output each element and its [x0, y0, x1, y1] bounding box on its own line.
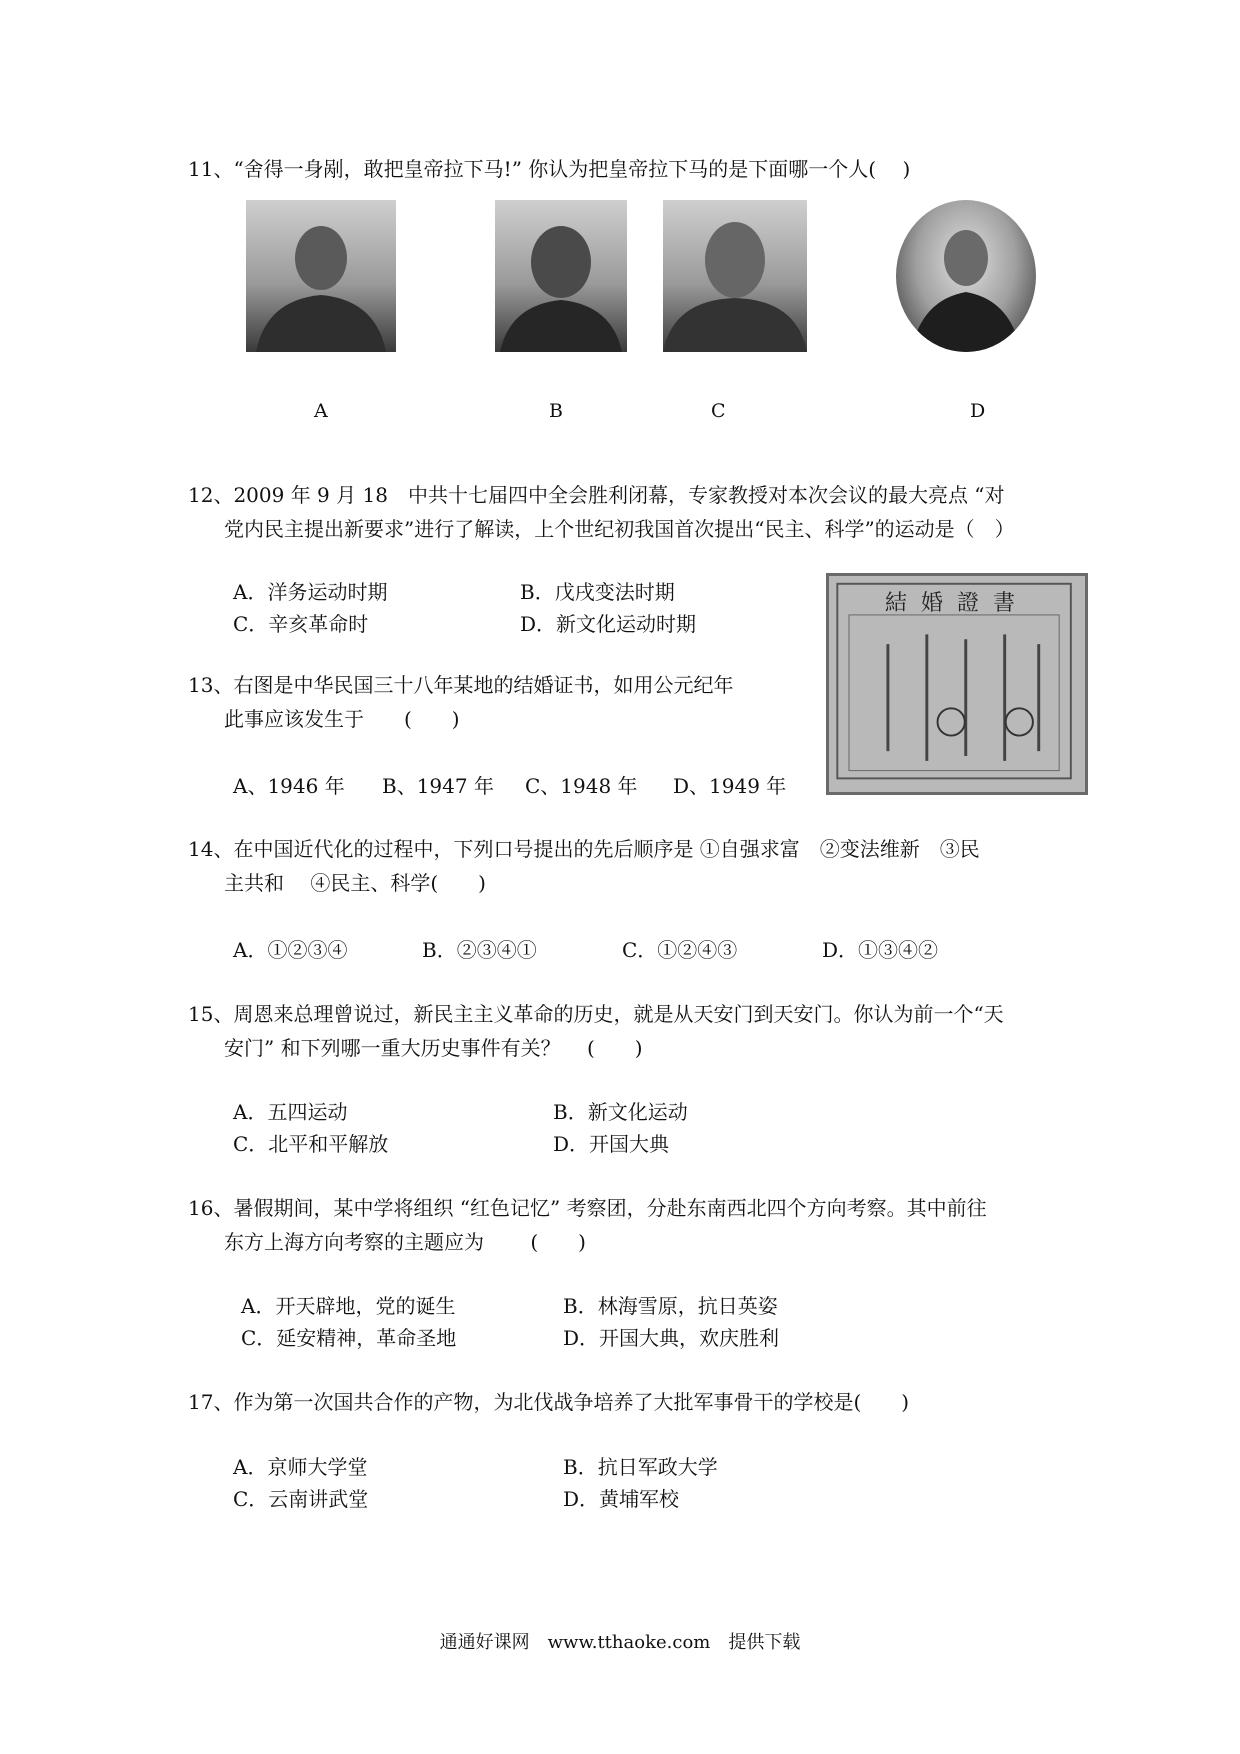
q13-option-b: B、1947 年 — [382, 774, 494, 798]
q14-option-d: D．①③④② — [822, 938, 939, 962]
q17-option-d: D．黄埔军校 — [563, 1487, 680, 1511]
q15-stem — [188, 997, 1068, 1065]
q13-option-c: C、1948 年 — [525, 774, 638, 798]
q14-option-c: C．①②④③ — [622, 938, 738, 962]
q15-option-b: B．新文化运动 — [553, 1100, 688, 1124]
q16-option-b: B．林海雪原，抗日英姿 — [563, 1294, 778, 1318]
q17-text: 17、作为第一次国共合作的产物，为北伐战争培养了大批军事骨干的学校是( ) — [188, 1390, 910, 1414]
q12-option-a: A．洋务运动时期 — [233, 580, 388, 604]
portrait-c-image — [663, 200, 807, 352]
q16-option-c: C．延安精神，革命圣地 — [241, 1326, 457, 1350]
q15-line1: 15、周恩来总理曾说过，新民主主义革命的历史，就是从天安门到天安门。你认为前一个“天 — [188, 1002, 1004, 1026]
q13-stem — [188, 668, 1068, 736]
q13-option-a: A、1946 年 — [233, 774, 345, 798]
q12-line2: 党内民主提出新要求”进行了解读，上个世纪初我国首次提出“民主、科学”的运动是（ ） — [224, 517, 1015, 541]
q15-option-c: C．北平和平解放 — [233, 1132, 389, 1156]
q16-option-a: A．开天辟地，党的诞生 — [241, 1294, 456, 1318]
q15-line2: 安门” 和下列哪一重大历史事件有关？ ( ) — [224, 1036, 643, 1060]
q13-line1: 13、右图是中华民国三十八年某地的结婚证书，如用公元纪年 — [188, 673, 734, 697]
footer-credit: 通通好课网 www.tthaoke.com 提供下载 — [439, 1632, 801, 1653]
q14-option-b: B．②③④① — [422, 938, 537, 962]
q15-option-d: D．开国大典 — [553, 1132, 670, 1156]
q13-line2: 此事应该发生于 ( ) — [224, 707, 460, 731]
q16-line1: 16、暑假期间，某中学将组织 “红色记忆” 考察团，分赴东南西北四个方向考察。其中前往 — [188, 1196, 987, 1220]
label-d: D — [970, 400, 986, 422]
q12-option-d: D．新文化运动时期 — [520, 612, 697, 636]
q12-option-c: C．辛亥革命时 — [233, 612, 369, 636]
q14-stem — [188, 832, 1068, 900]
q17-option-b: B．抗日军政大学 — [563, 1455, 718, 1479]
label-a: A — [314, 400, 328, 422]
q14-line1: 14、在中国近代化的过程中，下列口号提出的先后顺序是 ①自强求富 ②变法维新 ③民 — [188, 837, 980, 861]
label-c: C — [711, 400, 726, 422]
portrait-a-image — [246, 200, 396, 352]
q12-line1: 12、2009 年 9 月 18 中共十七届四中全会胜利闭幕，专家教授对本次会议的最大亮点 “对 — [188, 483, 1005, 507]
q16-option-d: D．开国大典，欢庆胜利 — [563, 1326, 780, 1350]
q12-option-b: B．戊戌变法时期 — [520, 580, 675, 604]
q14-line2: 主共和 ④民主、科学( ) — [224, 871, 486, 895]
label-b: B — [549, 400, 563, 422]
certificate-header-text: 結婚證書 — [884, 591, 1029, 616]
q12-stem — [188, 478, 1068, 546]
q16-line2: 东方上海方向考察的主题应为 ( ) — [224, 1230, 586, 1254]
q15-option-a: A．五四运动 — [233, 1100, 348, 1124]
portrait-b-image — [495, 200, 627, 352]
portrait-d-image — [896, 200, 1036, 352]
q17-option-a: A．京师大学堂 — [233, 1455, 368, 1479]
q17-option-c: C．云南讲武堂 — [233, 1487, 369, 1511]
q13-option-d: D、1949 年 — [673, 774, 787, 798]
q16-stem — [188, 1191, 1068, 1259]
q14-option-a: A．①②③④ — [233, 938, 348, 962]
q11-text: 11、“舍得一身剐，敢把皇帝拉下马!” 你认为把皇帝拉下马的是下面哪一个人( ) — [188, 157, 911, 181]
